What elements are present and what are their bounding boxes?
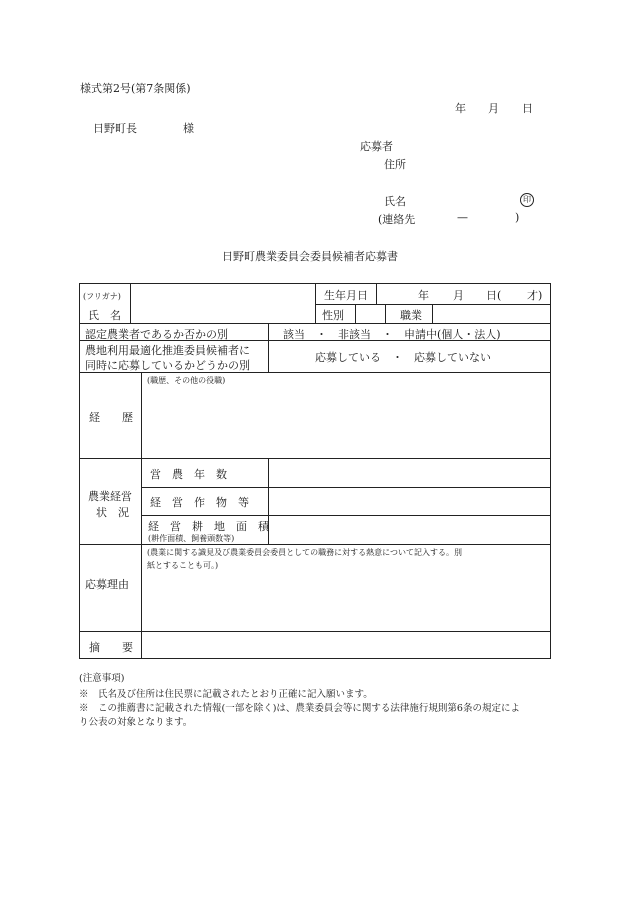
col-line bbox=[268, 323, 269, 340]
addressee: 日野町長 bbox=[93, 122, 137, 135]
applicant-label: 応募者 bbox=[360, 140, 393, 153]
name-field-label: 氏 名 bbox=[88, 309, 121, 322]
birth-year-label: 年 bbox=[418, 289, 429, 302]
notes-heading: (注意事項) bbox=[79, 673, 125, 684]
reason-hint-line2: 紙とすることも可。) bbox=[147, 561, 219, 570]
name-label: 氏名 bbox=[384, 195, 406, 208]
form-number: 様式第2号(第7条関係) bbox=[80, 82, 191, 95]
date-month-label: 月 bbox=[488, 102, 499, 115]
seal-mark: 印 bbox=[520, 193, 534, 207]
col-line bbox=[355, 304, 356, 323]
row-line bbox=[79, 631, 551, 632]
farming-years-label: 営 農 年 数 bbox=[150, 468, 227, 481]
reason-label: 応募理由 bbox=[85, 578, 129, 591]
farming-status-label-line2: 状 況 bbox=[96, 506, 129, 519]
note-2-line1: ※ この推薦書に記載された情報(一部を除く)は、農業委員会等に関する法律施行規則第6条の規定によ bbox=[79, 703, 520, 714]
honorific: 様 bbox=[183, 122, 194, 135]
career-hint: (職歴、その他の役職) bbox=[147, 376, 226, 385]
promoter-question-line2: 同時に応募しているかどうかの別 bbox=[85, 359, 250, 372]
remarks-label: 摘 要 bbox=[89, 641, 133, 654]
row-line bbox=[141, 487, 551, 488]
col-line bbox=[315, 283, 316, 323]
birth-date-label: 生年月日 bbox=[324, 289, 368, 302]
certified-farmer-options: 該当 ・ 非該当 ・ 申請中(個人・法人) bbox=[283, 328, 501, 341]
promoter-question-line1: 農地利用最適化推進委員候補者に bbox=[85, 344, 250, 357]
farming-status-label-line1: 農業経営 bbox=[88, 490, 132, 503]
age-label: 才) bbox=[527, 289, 543, 302]
promoter-options: 応募している ・ 応募していない bbox=[315, 351, 491, 364]
row-line bbox=[79, 323, 551, 324]
note-2-line2: り公表の対象となります。 bbox=[79, 717, 193, 728]
date-year-label: 年 bbox=[455, 102, 466, 115]
reason-hint-line1: (農業に関する識見及び農業委員会委員としての職務に対する熱意について記入する。別 bbox=[147, 548, 462, 557]
career-label: 経 歴 bbox=[89, 411, 133, 424]
land-area-label: 経 営 耕 地 面 積 bbox=[148, 520, 269, 533]
gender-label: 性別 bbox=[322, 309, 344, 322]
row-line bbox=[141, 515, 551, 516]
note-1: ※ 氏名及び住所は住民票に記載されたとおり正確に記入願います。 bbox=[79, 689, 373, 700]
birth-day-label: 日( bbox=[486, 289, 502, 302]
col-line bbox=[268, 340, 269, 372]
land-area-note: (耕作面積、飼養頭数等) bbox=[148, 534, 235, 543]
document-title: 日野町農業委員会委員候補者応募書 bbox=[222, 250, 398, 263]
contact-close: ) bbox=[515, 211, 520, 224]
col-line bbox=[130, 283, 131, 323]
contact-dash: — bbox=[457, 211, 468, 224]
furigana-label: (フリガナ) bbox=[83, 292, 121, 301]
col-line bbox=[385, 304, 386, 323]
col-line bbox=[376, 283, 377, 304]
birth-month-label: 月 bbox=[453, 289, 464, 302]
row-line bbox=[79, 544, 551, 545]
col-line bbox=[141, 372, 142, 659]
contact-label: (連絡先 bbox=[378, 213, 416, 226]
row-line bbox=[79, 458, 551, 459]
occupation-label: 職業 bbox=[400, 309, 422, 322]
date-day-label: 日 bbox=[522, 102, 533, 115]
crops-label: 経 営 作 物 等 bbox=[150, 496, 249, 509]
row-line bbox=[315, 304, 551, 305]
certified-farmer-question: 認定農業者であるか否かの別 bbox=[85, 328, 228, 341]
col-line bbox=[432, 304, 433, 323]
address-label: 住所 bbox=[384, 158, 406, 171]
